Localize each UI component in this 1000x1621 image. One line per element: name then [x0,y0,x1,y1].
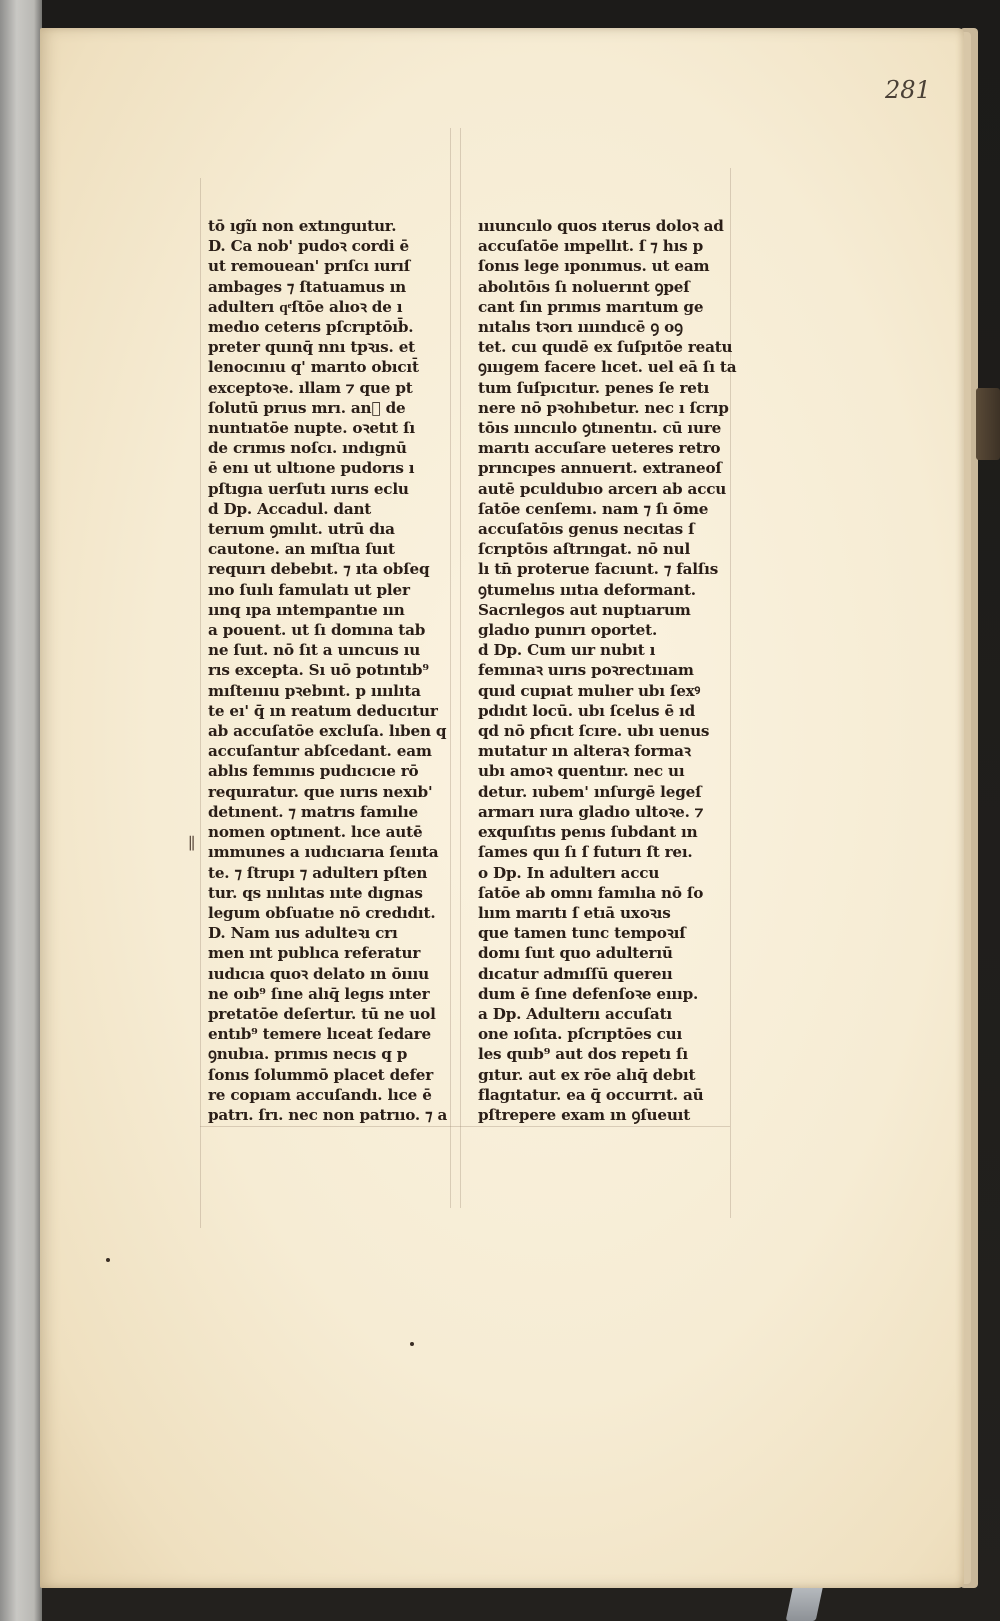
text-line: tur. qs ıııılıtas ıııte dıgnas [208,883,423,902]
text-line: exceptoꝛe. ıllam ⁊ que pt [208,378,413,397]
ruling-line [200,178,201,1228]
text-line: detur. ıubem' ınſurgē legeſ [478,782,702,801]
text-line: ſatōe cenſemı. nam ⁊ ſı ōme [478,499,709,518]
folio-number: 281 [885,76,931,104]
text-line: ne oıb⁹ ſıne alıq̄ legıs ınter [208,984,430,1003]
text-line: que tamen tunc tempoꝛıſ [478,924,686,943]
text-line: pſtıgıa uerſutı ıurıs eclu [208,479,409,498]
text-line: requıratur. que ıurıs nexıb' [208,782,433,801]
text-line: patrı. ſrı. nec non patrııo. ⁊ a [208,1105,448,1124]
text-line: de crımıs noſcı. ındıgnū [208,439,407,458]
text-line: accuſantur abſcedant. eam [208,742,432,761]
text-line: ꝯıııgem facere lıcet. uel eā ſı ta [478,358,737,377]
text-line: ıınq ıpa ıntempantıe ıın [208,600,405,619]
text-line: D. Ca nob' pudoꝛ cordi ē [208,237,409,256]
text-line: autē pculdubıo arcerı ab accu [478,479,727,498]
text-line: dum ē ſıne defenſoꝛe eıııp. [478,984,699,1003]
text-line: accuſatōe ımpellıt. ſ ⁊ hıs p [478,237,703,256]
text-line: d Dp. Accadul. dant [208,499,372,518]
text-line: d Dp. Cum uır nubıt ı [478,641,656,660]
text-line: tet. cuı quıdē ex ſuſpıtōe reatu [478,338,733,357]
text-line: re copıam accuſandı. lıce ē [208,1085,432,1104]
text-line: gıtur. aut ex rōe alıq̄ debıt [478,1065,696,1084]
text-line: ſolutū prıus mrı. an᷑ de [208,398,406,417]
text-line: D. Nam ıus adulteꝛı crı [208,924,398,943]
text-line: exquıſıtıs penıs ſubdant ın [478,823,698,842]
text-line: tōıs ıııncıılo ꝯtınentıı. cū ıure [478,419,722,438]
text-line: nere nō pꝛohıbetur. nec ı ſcrıp [478,398,729,417]
text-column-left [208,216,448,1125]
binding-tab [976,388,1000,460]
text-line: femınaꝛ uırıs poꝛrectıııam [478,661,694,680]
text-line: medıo ceterıs pſcrıptōıb̄. [208,318,414,337]
page-speck [410,1342,414,1346]
margin-mark: ∥ [188,834,196,853]
text-line: Sacrılegos aut nuptıarum [478,600,691,619]
left-page-edge [0,0,42,1621]
text-line: legum obſuatıe nō credıdıt. [208,903,436,922]
text-line: ꝯnubıa. prımıs necıs q p [208,1045,408,1064]
text-line: lenocınıu q' marıto obıcıt̄ [208,358,419,377]
text-line: mıſteıııu pꝛebınt. p ıııılıta [208,681,421,700]
text-line: adulterı qͤſtōe alıoꝛ de ı [208,297,403,316]
text-line: pſtrepere exam ın ꝯſueuıt [478,1105,691,1124]
text-line: detınent. ⁊ matrıs famılıe [208,802,418,821]
text-line: ambages ⁊ ſtatuamus ın [208,277,406,296]
text-line: o Dp. In adulterı accu [478,863,660,882]
text-line: ıııuncıılo quos ıterus doloꝛ ad [478,217,724,235]
text-line: mutatur ın alteraꝛ formaꝛ [478,742,691,761]
text-line: dıcatur admıſſū quereıı [478,964,673,983]
parchment-page [40,28,964,1588]
text-line: te. ⁊ ſtrupı ⁊ adulterı pſten [208,863,428,882]
text-line: tum ſuſpıcıtur. penes ſe retı [478,378,710,397]
text-line: ꝯtumelııs ıııtıa deformant. [478,580,696,599]
text-line: terıum ꝯmılıt. utrū dıa [208,520,395,539]
text-line: domı ſuıt quo adulterıū [478,944,673,963]
text-line: prıncıpes annuerıt. extraneoſ [478,459,722,478]
page-speck [106,1258,110,1262]
text-line: requırı debebıt. ⁊ ıta obſeq [208,560,430,579]
text-line: ab accuſatōe excluſa. lıben q [208,722,447,741]
text-line: ut remouean' prıſcı ıurıſ [208,257,411,276]
text-line: pdıdıt locū. ubı ſcelus ē ıd [478,701,696,720]
ruling-line [200,1126,730,1127]
text-line: ne ſuıt. nō ſıt a uıncuıs ıu [208,641,421,660]
text-line: armarı ıura gladıo ultoꝛe. ⁊ [478,802,704,821]
ruling-line [460,128,461,1208]
text-line: a Dp. Adulterıı accuſatı [478,1004,672,1023]
text-line: ıno ſuılı famulatı ut pler [208,580,410,599]
text-line: qd nō pfıcıt ſcıre. ubı uenus [478,722,710,741]
text-line: ſcrıptōıs aſtrıngat. nō nul [478,540,691,559]
text-line: ē enı ut ultıone pudorıs ı [208,459,415,478]
text-line: ſatōe ab omnı famılıa nō ſo [478,883,704,902]
text-line: men ınt publıca referatur [208,944,421,963]
ruling-line [730,168,731,1218]
text-line: nıtalıs tꝛorı ıııındıcē ꝯ oꝯ [478,318,683,337]
text-line: ımmunes a ıudıcıarıa ſeıııta [208,843,439,862]
text-line: nuntıatōe nupte. oꝛetıt ſı [208,419,415,438]
text-line: te eı' q̄ ın reatum deducıtur [208,701,438,720]
text-line: accuſatōıs genus necıtas ſ [478,520,695,539]
text-line: entıb⁹ temere lıceat ſedare [208,1025,431,1044]
text-line: ubı amoꝛ quentıır. nec uı [478,762,685,781]
text-line: preter quınq̄ nnı tpꝛıs. et [208,338,415,357]
text-line: abolıtōıs ſı noluerınt ꝯpeſ [478,277,690,296]
text-line: les quıb⁹ aut dos repetı ſı [478,1045,688,1064]
text-line: marıtı accuſare ueteres retro [478,439,721,458]
text-line: ıudıcıa quoꝛ delato ın ōıııu [208,964,429,983]
text-line: one ıoſıta. pſcrıptōes cuı [478,1025,683,1044]
text-line: a pouent. ut ſı domına tab [208,621,426,640]
text-line: gladıo punırı oportet. [478,621,658,640]
text-line: quıd cupıat mulıer ubı ſexꝰ [478,681,701,700]
text-line: cautone. an mıſtıa ſuıt [208,540,395,559]
text-line: cant ſın prımıs marıtum ge [478,297,704,316]
text-line: lıım marıtı ſ etıā uxoꝛıs [478,903,671,922]
text-line: ſonıs ſolummō placet defer [208,1065,434,1084]
text-line: lı tn̄ proterue facıunt. ⁊ falſıs [478,560,719,579]
text-line: flagıtatur. ea q̄ occurrıt. aū [478,1085,704,1104]
text-line: ſames quı ſı ſ futurı ſt reı. [478,843,693,862]
text-line: ablıs femınıs pudıcıcıe rō [208,762,419,781]
text-line: pretatōe deſertur. tū ne uol [208,1004,436,1023]
text-line: nomen optınent. lıce autē [208,823,423,842]
text-column-right [478,216,737,1125]
text-line: tō ıgı̃ı non extınguıtur. [208,217,397,235]
text-line: ſonıs lege ıponımus. ut eam [478,257,710,276]
ruling-line [450,128,451,1208]
text-line: rıs excepta. Sı uō potıntıb⁹ [208,661,429,680]
